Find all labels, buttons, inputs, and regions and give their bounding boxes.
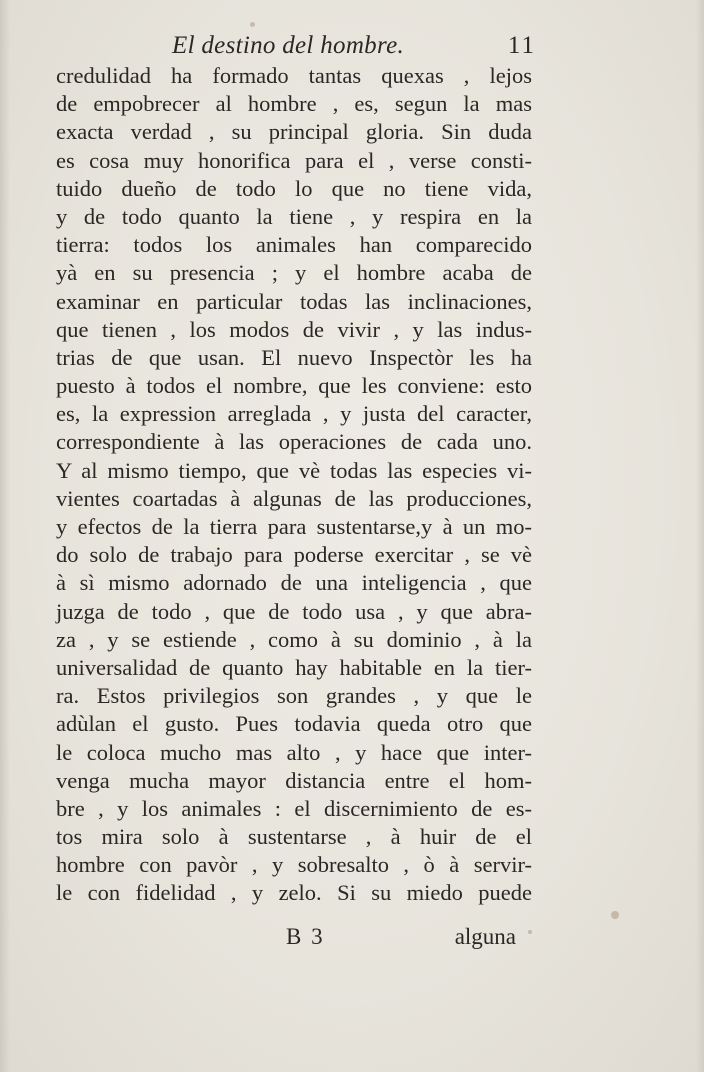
text-line: Y al mismo tiempo, que vè todas las especies vi-	[56, 457, 532, 483]
page-number: 11	[507, 32, 536, 59]
text-line: exacta verdad , su principal gloria. Sin duda	[56, 119, 532, 145]
running-title: El destino del hombre.	[172, 32, 405, 59]
page-header	[150, 30, 550, 64]
text-line: le con fidelidad , y zelo. Si su miedo puede	[56, 880, 532, 906]
page-left-shadow	[0, 0, 10, 1072]
text-line: adùlan el gusto. Pues todavia queda otro que	[56, 711, 532, 737]
text-line: tierra: todos los animales han comparecido	[56, 232, 532, 258]
text-line: tos mira solo à sustentarse , à huir de el	[56, 824, 532, 850]
text-line: es, la expression arreglada , y justa del caracter,	[56, 401, 532, 427]
text-line: que tienen , los modos de vivir , y las indus-	[56, 316, 532, 342]
text-line: correspondiente à las operaciones de cada uno.	[56, 429, 532, 455]
text-line: za , y se estiende , como à su dominio , à la	[56, 626, 532, 652]
text-line: yà en su presencia ; y el hombre acaba de	[56, 260, 532, 286]
text-line: ra. Estos privilegios son grandes , y que le	[56, 683, 532, 709]
text-line: y efectos de la tierra para sustentarse,y à un mo-	[56, 514, 532, 539]
page-footer	[56, 924, 532, 956]
catchword: alguna	[454, 924, 516, 949]
text-line: universalidad de quanto hay habitable en la tier-	[56, 654, 532, 680]
page-right-shadow	[696, 0, 704, 1072]
text-line: à sì mismo adornado de una inteligencia , que	[56, 570, 532, 596]
text-line: venga mucha mayor distancia entre el hom-	[56, 767, 532, 793]
text-line: juzga de todo , que de todo usa , y que abra-	[56, 598, 532, 624]
text-line: y de todo quanto la tiene , y respira en la	[56, 203, 532, 229]
text-line: tuido dueño de todo lo que no tiene vida,	[56, 175, 532, 201]
body-text	[56, 62, 532, 908]
text-line: do solo de trabajo para poderse exercitar , se vè	[56, 542, 532, 568]
text-line: trias de que usan. El nuevo Inspectòr les ha	[56, 344, 532, 370]
text-line: vientes coartadas à algunas de las producciones,	[56, 485, 532, 511]
text-line: credulidad ha formado tantas quexas , lejos	[56, 63, 532, 88]
text-line: es cosa muy honorifica para el , verse consti-	[56, 147, 532, 173]
text-line: puesto à todos el nombre, que les conviene: esto	[56, 373, 532, 399]
text-line: bre , y los animales : el discernimiento de es-	[56, 795, 532, 821]
text-line: de empobrecer al hombre , es, segun la mas	[56, 91, 532, 117]
foxing-spot	[611, 911, 619, 919]
text-line: examinar en particular todas las inclinaciones,	[56, 288, 532, 314]
signature-mark: B 3	[286, 924, 325, 949]
text-line: le coloca mucho mas alto , y hace que inter-	[56, 739, 532, 765]
foxing-spot	[250, 22, 255, 27]
text-line: hombre con pavòr , y sobresalto , ò à servir-	[56, 852, 532, 878]
